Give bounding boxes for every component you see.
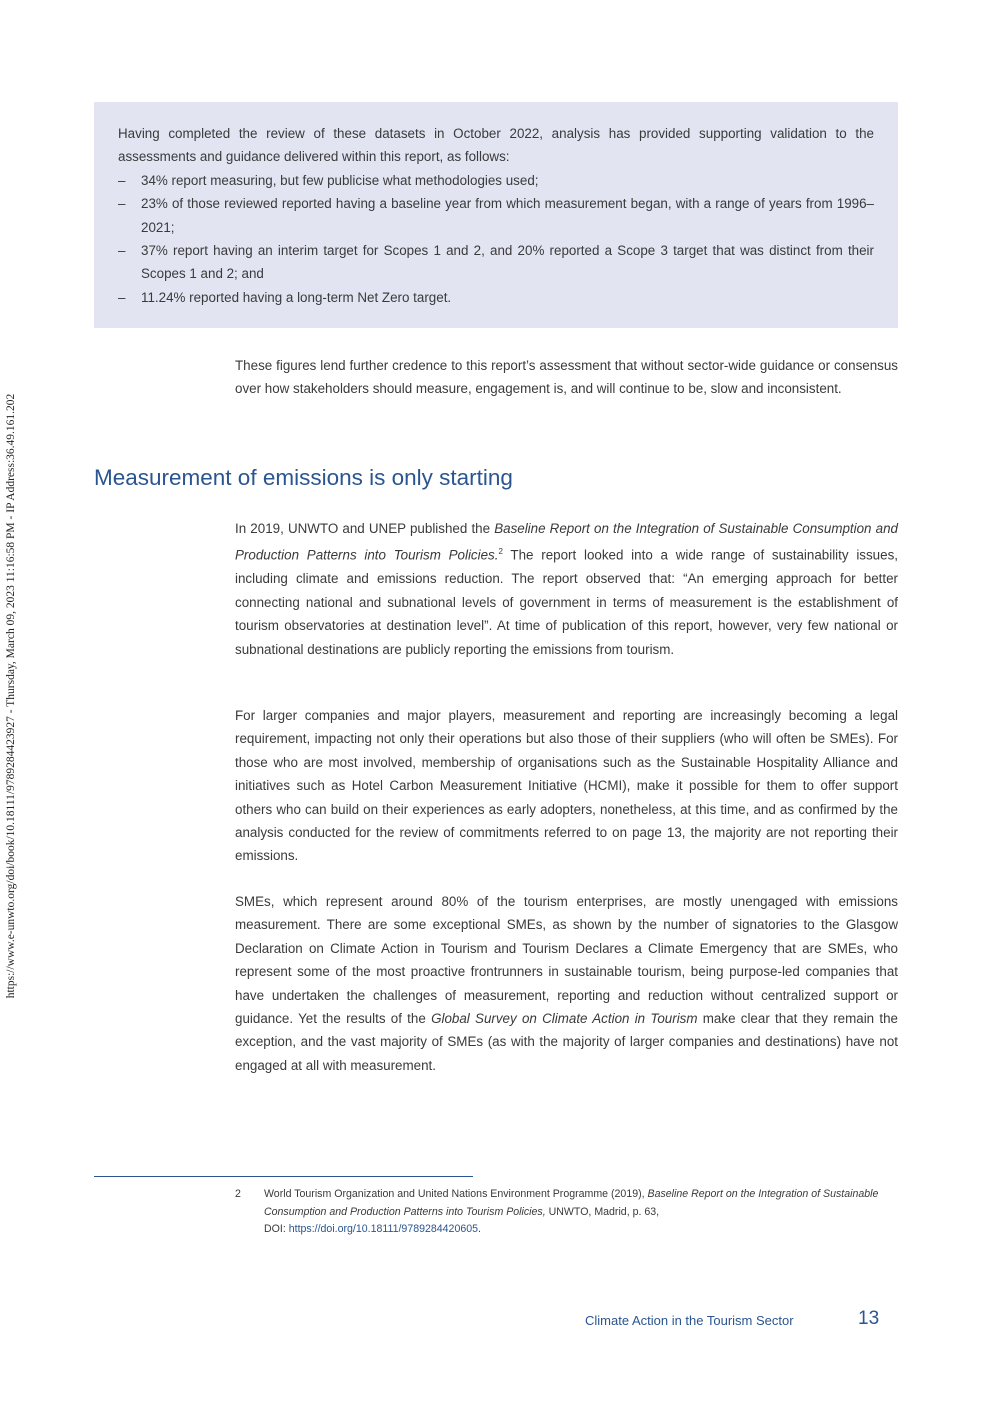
findings-callout-box [94,102,898,328]
footnote-ref[interactable]: 2 [498,547,503,557]
dash-bullet: – [118,243,126,259]
footer-publication-title: Climate Action in the Tourism Sector [585,1313,794,1328]
footnote: 2 World Tourism Organization and United Nations Environment Programme (2019), Baseline Report on the Integration of Sustainable Consumption and Production Patterns into Tourism Policies, UNWTO, Madrid, p. 63, DOI: https://doi.org/10.18111/9789284420605. [235,1188,879,1235]
survey-title: Global Survey on Climate Action in Tourism [431,1011,698,1027]
callout-intro: Having completed the review of these datasets in October 2022, analysis has provided supporting validation to the assessments and guidance delivered within this report, as follows: [118,126,874,165]
paragraph-smes: SMEs, which represent around 80% of the tourism enterprises, are mostly unengaged with emissions measurement. There are some exceptional SMEs, as shown by the number of signatories to the Glasgow Declaration on Climate Action in Tourism and Tourism Declares a Climate Emergency that are SMEs, who represent some of the most proactive frontrunners in sustainable tourism, being purpose-led companies that have undertaken the challenges of measurement, reporting and reduction without centralized support or guidance. Yet the results of the Global Survey on Climate Action in Tourism make clear that they remain the exception, and the vast majority of SMEs (as with the majority of larger companies and destinations) have not engaged at all with measurement. [235,894,898,1073]
dash-bullet: – [118,196,126,212]
dash-bullet: – [118,289,126,305]
list-item: – 23% of those reviewed reported having a baseline year from which measurement began, with a range of years from 1996–2021; [118,192,874,239]
paragraph-unwto-unep: In 2019, UNWTO and UNEP published the Baseline Report on the Integration of Sustainable Consumption and Production Patterns into Tourism Policies.$^2$ The report looked into a wide range of sustainability issues, including climate and emissions reduction. The report observed that: “An emerging approach for better connecting national and subnational levels of government in terms of measurement is the establishment of tourism observatories at destination level”. At time of publication of this report, however, very few national or subnational destinations are publicly reporting the emissions from tourism. [235,521,898,657]
section-heading: Measurement of emissions is only starting [94,465,513,490]
list-item: – 34% report measuring, but few publicise what methodologies used; [118,169,874,192]
list-item: – 11.24% reported having a long-term Net Zero target. [118,286,874,309]
list-item: – 37% report having an interim target for Scopes 1 and 2, and 20% reported a Scope 3 target that was distinct from their Scopes 1 and 2; and [118,239,874,286]
doi-link[interactable]: https://doi.org/10.18111/9789284420605 [288,1223,479,1235]
paragraph-larger-companies: For larger companies and major players, measurement and reporting are increasingly becoming a legal requirement, impacting not only their operations but also those of their suppliers (who will often be SMEs). For those who are most involved, membership of organisations such as the Sustainable Hospitality Alliance and initiatives such as Hotel Carbon Measurement Initiative (HCMI), make it possible for them to offer support others who can build on their experiences as early adopters, nonetheless, at this time, and as confirmed by the analysis conducted for the review of commitments referred to on page 13, the majority are not reporting their emissions. [235,708,898,864]
footnote-number: 2 [235,1188,241,1200]
figures-paragraph: These figures lend further credence to this report’s assessment that without sector-wide guidance or consensus over how stakeholders should measure, engagement is, and will continue to be, slow and inconsistent. [235,358,898,397]
dash-bullet: – [118,172,126,188]
download-stamp: https://www.e-unwto.org/doi/book/10.18111/9789284423927 - Thursday, March 09, 2023 11:16:58 PM - IP Address:36.49.161.202 [5,393,17,999]
findings-list [118,169,874,309]
report-title: Baseline Report on the Integration of Sustainable Consumption and Production Patterns into Tourism Policies. [235,521,898,563]
page-number: 13 [858,1308,880,1329]
footnote-divider [94,1176,473,1177]
